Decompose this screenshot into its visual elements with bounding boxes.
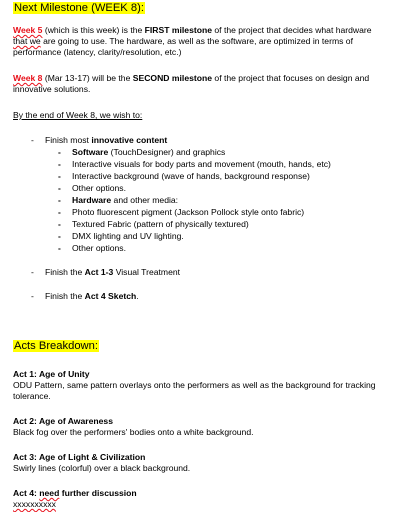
week8-text-1: (Mar 13-17) will be the xyxy=(42,73,133,83)
week5-bold: FIRST milestone xyxy=(144,25,212,35)
content-prefix: Finish most xyxy=(45,135,92,145)
act-3 xyxy=(13,452,411,474)
week5-text-3: are going to use. The hardware, as well as the software, are optimized in terms of xyxy=(40,36,353,46)
list-item-innovative-content: - Finish most innovative content xyxy=(31,135,168,145)
sub-item-text: Interactive visuals for body parts and movement (mouth, hands, etc) xyxy=(72,159,331,169)
act4-placeholder: xxxxxxxxxx xyxy=(13,499,56,509)
list-item-act4-sketch: - Finish the Act 4 Sketch. xyxy=(31,291,139,301)
act4-prefix: Finish the xyxy=(45,291,85,301)
list-item: - Photo fluorescent pigment (Jackson Pollock style onto fabric) xyxy=(58,207,305,217)
week5-text-2: of the project that decides what hardware xyxy=(212,25,372,35)
act-desc: Black fog over the performers' bodies onto a white background. xyxy=(13,427,254,437)
list-item: - DMX lighting and UV lighting. xyxy=(58,231,184,241)
act4-bold: Act 4 Sketch xyxy=(84,291,137,301)
act4-need: need xyxy=(39,488,60,498)
week5-that-we: that we xyxy=(13,36,41,46)
list-item: - Interactive background (wave of hands, background response) xyxy=(58,171,310,181)
sub-item-text: Other options. xyxy=(72,183,126,193)
list-item-hardware: - Hardware and other media: xyxy=(58,195,179,205)
sub-item-text: Textured Fabric (pattern of physically textured) xyxy=(72,219,249,229)
act-title: Act 3: Age of Light & Civilization xyxy=(13,452,146,462)
week8-bold: SECOND milestone xyxy=(132,73,213,83)
acts-heading xyxy=(13,339,99,353)
software-bold: Software xyxy=(72,147,109,157)
act4-prefix-text: Act 4: xyxy=(13,488,40,498)
act-desc-2: tolerance. xyxy=(13,391,51,401)
list-item-software: - Software (TouchDesigner) and graphics xyxy=(58,147,226,157)
act-2 xyxy=(13,416,411,438)
software-rest: (TouchDesigner) and graphics xyxy=(108,147,226,157)
act-1 xyxy=(13,369,411,402)
sub-item-text: Interactive background (wave of hands, background response) xyxy=(72,171,310,181)
by-end-text: By the end of Week 8, we wish to: xyxy=(13,110,143,120)
act13-prefix: Finish the xyxy=(45,267,85,277)
week8-paragraph xyxy=(13,73,411,95)
week8-text-2: of the project that focuses on design and xyxy=(212,73,370,83)
milestone-heading xyxy=(13,1,145,15)
act-title: Act 1: Age of Unity xyxy=(13,369,90,379)
week5-text-1: (which is this week) is the xyxy=(42,25,145,35)
sub-item-text: Photo fluorescent pigment (Jackson Pollock style onto fabric) xyxy=(72,207,305,217)
act13-rest: Visual Treatment xyxy=(113,267,181,277)
hardware-rest: and other media: xyxy=(111,195,179,205)
list-item-act13: - Finish the Act 1-3 Visual Treatment xyxy=(31,267,181,277)
week5-label: Week 5 xyxy=(13,25,43,35)
act13-bold: Act 1-3 xyxy=(84,267,114,277)
week5-paragraph xyxy=(13,25,411,58)
sub-item-text: DMX lighting and UV lighting. xyxy=(72,231,184,241)
hardware-bold: Hardware xyxy=(72,195,112,205)
list-item: - Other options. xyxy=(58,243,126,253)
act-desc: ODU Pattern, same pattern overlays onto the performers as well as the background for tracking xyxy=(13,380,376,390)
list-item: - Other options. xyxy=(58,183,126,193)
act-title: Act 2: Age of Awareness xyxy=(13,416,113,426)
act4-rest: . xyxy=(136,291,139,301)
act-desc: Swirly lines (colorful) over a black background. xyxy=(13,463,191,473)
week5-line-3: performance (latency, clarity/resolution, etc.) xyxy=(13,47,182,57)
week8-label: Week 8 xyxy=(13,73,43,83)
content-bold: innovative content xyxy=(91,135,168,145)
week8-line-2: innovative solutions. xyxy=(13,84,91,94)
sub-item-text: Other options. xyxy=(72,243,126,253)
list-item: - Textured Fabric (pattern of physically textured) xyxy=(58,219,249,229)
milestone-heading-text: Next Milestone (WEEK 8): xyxy=(14,2,144,14)
act4-rest-text: further discussion xyxy=(59,488,137,498)
list-item: - Interactive visuals for body parts and movement (mouth, hands, etc) xyxy=(58,159,331,169)
acts-heading-text: Acts Breakdown: xyxy=(14,340,98,352)
act-4 xyxy=(13,488,411,510)
